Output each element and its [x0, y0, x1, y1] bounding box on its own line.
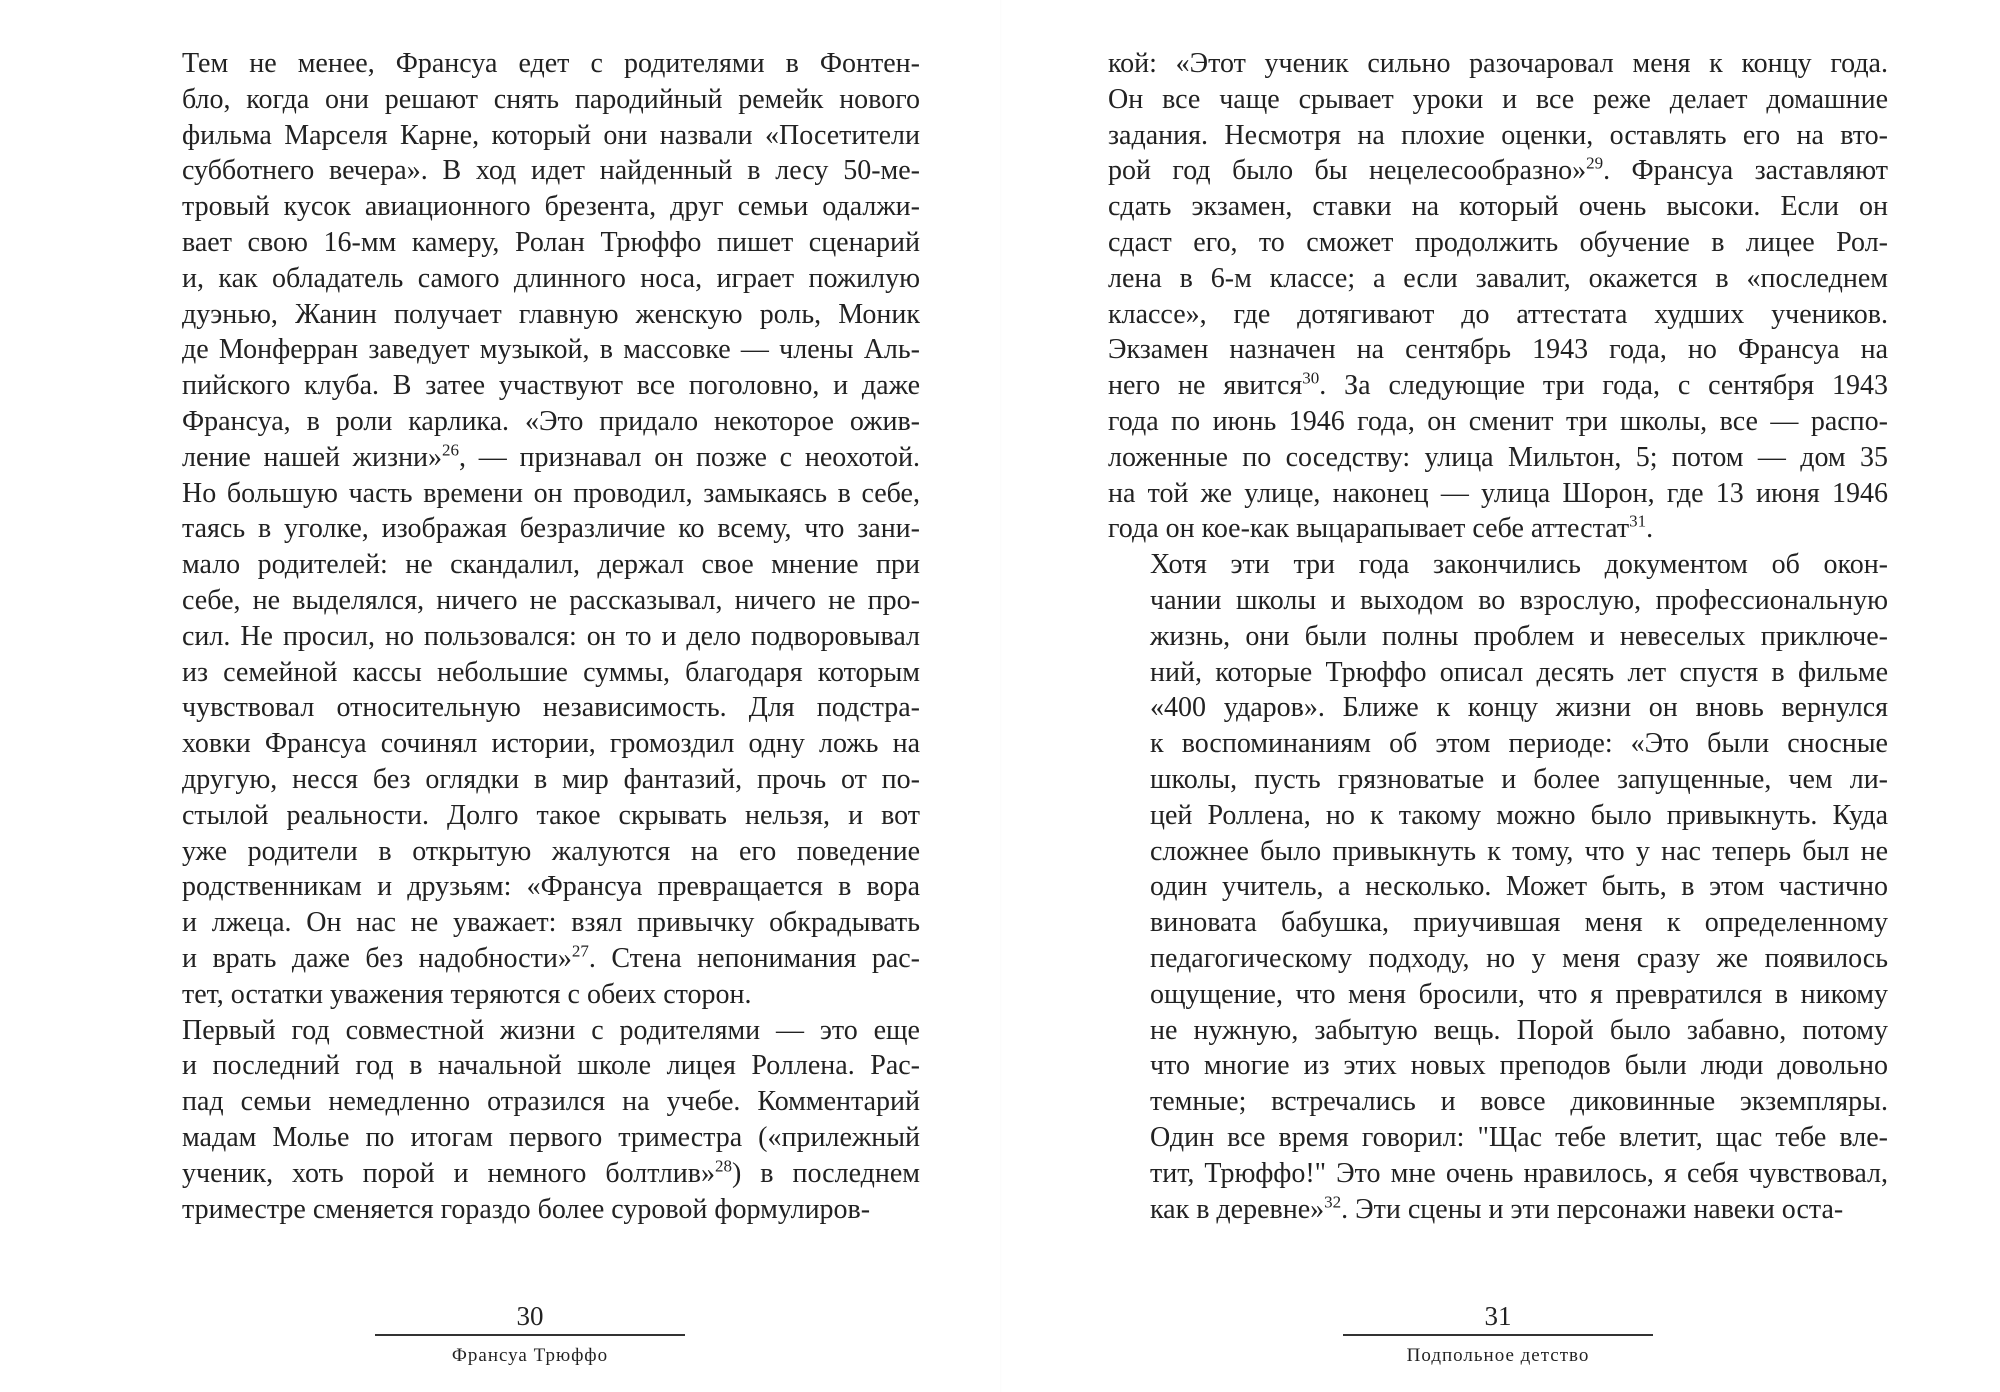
text-line: сдаст его, то сможет продолжить обучение в лицее Рол-	[1108, 226, 1888, 258]
text-line: и последний год в начальной школе лицея Роллена. Рас-	[182, 1050, 920, 1082]
text-line: мадам Молье по итогам первого триместра («прилежный	[182, 1121, 920, 1153]
footnote-marker: 31	[1629, 512, 1647, 532]
right-running-head: Подпольное детство	[1406, 1345, 1590, 1366]
text-line: года по июнь 1946 года, он сменит три школы, все — распо-	[1108, 405, 1888, 437]
text-line: не нужную, забытую вещь. Порой было забавно, потому	[1150, 1014, 1888, 1046]
text-line: сложнее было привыкнуть к тому, что у нас теперь был не	[1150, 835, 1888, 867]
text-line: родственникам и друзьям: «Франсуа превращается в вора	[182, 871, 920, 903]
text-line: мало родителей: не скандалил, держал свое мнение при	[182, 549, 920, 581]
left-page-footer	[140, 1300, 920, 1368]
text-line: ложенные по соседству: улица Мильтон, 5; потом — дом 35	[1108, 441, 1888, 473]
text-line: как в деревне»$^{32}$. Эти сцены и эти персонажи навеки оста-	[1150, 1192, 1844, 1225]
text-line: чувствовал относительную независимость. Для подстра-	[182, 692, 920, 724]
footnote-marker: 28	[714, 1156, 732, 1176]
text-line: вает свою 16-мм камеру, Ролан Трюффо пишет сценарий	[182, 226, 920, 258]
text-line: темные; встречались и вовсе диковинные экземпляры.	[1150, 1086, 1888, 1118]
text-line: сил. Не просил, но пользовался: он то и дело подворовывал	[182, 620, 920, 652]
text-line: один учитель, а несколько. Может быть, в этом частично	[1150, 871, 1888, 903]
text-line: сдать экзамен, ставки на который очень высоки. Если он	[1108, 191, 1888, 223]
text-line: тровый кусок авиационного брезента, друг семьи одалжи-	[182, 191, 920, 223]
text-line: лена в 6-м классе; а если завалит, окажется в «последнем	[1108, 262, 1888, 294]
right-footer-rule	[1343, 1334, 1653, 1336]
text-line: ление нашей жизни»$^{26}$, — признавал он позже с неохотой.	[182, 440, 920, 473]
footnote-marker: 29	[1586, 154, 1604, 174]
text-line: Хотя эти три года закончились документом об окон-	[1150, 549, 1888, 581]
text-line: Один все время говорил: "Щас тебе влетит, щас тебе вле-	[1150, 1121, 1888, 1153]
text-line: к воспоминаниям об этом периоде: «Это были сносные	[1150, 728, 1888, 760]
text-line: из семейной кассы небольшие суммы, благодаря которым	[182, 656, 920, 688]
text-line: себе, не выделялся, ничего не рассказывал, ничего не про-	[182, 584, 920, 616]
paragraph	[1108, 46, 1888, 547]
text-line: фильма Марселя Карне, который они назвали «Посетители	[182, 119, 920, 151]
text-line: ощущение, что меня бросили, что я превратился в никому	[1150, 978, 1888, 1010]
footnote-marker: 27	[571, 941, 589, 961]
left-page-text	[140, 46, 920, 1227]
text-line: задания. Несмотря на плохие оценки, оставлять его на вто-	[1108, 119, 1888, 151]
text-line: и врать даже без надобности»$^{27}$. Стена непонимания рас-	[182, 941, 921, 974]
text-line: ховки Франсуа сочинял истории, громоздил одну ложь на	[182, 728, 920, 760]
text-line: него не явится$^{30}$. За следующие три года, с сентября 1943	[1108, 368, 1888, 402]
text-line: Тем не менее, Франсуа едет с родителями в Фонтен-	[182, 48, 920, 79]
text-line: Франсуа, в роли карлика. «Это придало некоторое ожив-	[182, 405, 920, 437]
text-line: тет, остатки уважения теряются с обеих сторон.	[182, 978, 752, 1010]
text-line: рой год было бы нецелесообразно»$^{29}$. Франсуа заставляют	[1108, 154, 1888, 187]
right-page-number: 31	[1484, 1301, 1512, 1331]
text-line: и лжеца. Он нас не уважает: взял привычку обкрадывать	[182, 907, 920, 939]
text-line: бло, когда они решают снять пародийный ремейк нового	[182, 83, 920, 115]
text-line: дуэнью, Жанин получает главную женскую роль, Моник	[182, 298, 920, 330]
text-line: Экзамен назначен на сентябрь 1943 года, но Франсуа на	[1108, 334, 1888, 366]
text-line: школы, пусть грязноватые и более запущенные, чем ли-	[1150, 763, 1888, 795]
text-line: Он все чаще срывает уроки и все реже делает домашние	[1108, 83, 1888, 115]
text-line: жизнь, они были полны проблем и невеселых приключе-	[1150, 620, 1888, 652]
text-line: педагогическому подходу, но у меня сразу же появилось	[1150, 942, 1888, 974]
left-page-number: 30	[516, 1301, 544, 1331]
footnote-marker: 26	[442, 440, 460, 460]
text-line: ний, которые Трюффо описал десять лет спустя в фильме	[1150, 656, 1888, 688]
text-line: ученик, хоть порой и немного болтлив»$^{28}$) в последнем	[182, 1156, 921, 1189]
text-line: де Монферран заведует музыкой, в массовке — члены Аль-	[182, 334, 920, 366]
text-line: виновата бабушка, приучившая меня к определенному	[1150, 907, 1888, 939]
paragraph	[140, 1013, 920, 1228]
text-line: что многие из этих новых преподов были люди довольно	[1150, 1050, 1888, 1082]
text-line: пад семьи немедленно отразился на учебе. Комментарий	[182, 1086, 920, 1118]
text-line: пийского клуба. В затее участвуют все поголовно, и даже	[182, 370, 920, 402]
text-line: уже родители в открытую жалуются на его поведение	[182, 835, 920, 867]
text-line: «400 ударов». Ближе к концу жизни он вновь вернулся	[1150, 692, 1888, 724]
left-page	[140, 46, 920, 1227]
book-gutter	[1000, 0, 1002, 1392]
paragraph	[1108, 547, 1888, 1227]
right-page-footer	[1108, 1300, 1888, 1368]
text-line: Но большую часть времени он проводил, замыкаясь в себе,	[182, 477, 920, 509]
text-line: триместре сменяется гораздо более суровой формулиров-	[182, 1193, 871, 1225]
text-line: таясь в уголке, изображая безразличие ко всему, что зани-	[182, 513, 920, 545]
right-page	[1108, 46, 1888, 1227]
text-line: года он кое-как выцарапывает себе аттестат$^{31}$.	[1108, 512, 1654, 545]
footnote-marker: 32	[1324, 1192, 1342, 1212]
left-footer-rule	[375, 1334, 685, 1336]
footnote-marker: 30	[1302, 368, 1320, 388]
paragraph	[140, 46, 920, 1013]
right-page-text	[1108, 46, 1888, 1227]
text-line: на той же улице, наконец — улица Шорон, где 13 июня 1946	[1108, 477, 1888, 509]
text-line: тит, Трюффо!" Это мне очень нравилось, я себя чувствовал,	[1150, 1157, 1888, 1189]
text-line: стылой реальности. Долго такое скрывать нельзя, и вот	[182, 799, 920, 831]
text-line: кой: «Этот ученик сильно разочаровал меня к концу года.	[1108, 48, 1888, 79]
text-line: чании школы и выходом во взрослую, профессиональную	[1150, 584, 1888, 616]
text-line: и, как обладатель самого длинного носа, играет пожилую	[182, 262, 920, 294]
text-line: другую, несся без оглядки в мир фантазий, прочь от по-	[182, 763, 920, 795]
text-line: классе», где дотягивают до аттестата худших учеников.	[1108, 298, 1888, 330]
text-line: цей Роллена, но к такому можно было привыкнуть. Куда	[1150, 799, 1888, 831]
text-line: Первый год совместной жизни с родителями — это еще	[182, 1014, 920, 1046]
text-line: субботнего вечера». В ход идет найденный в лесу 50-ме-	[182, 155, 920, 187]
left-running-head: Франсуа Трюффо	[451, 1345, 609, 1366]
